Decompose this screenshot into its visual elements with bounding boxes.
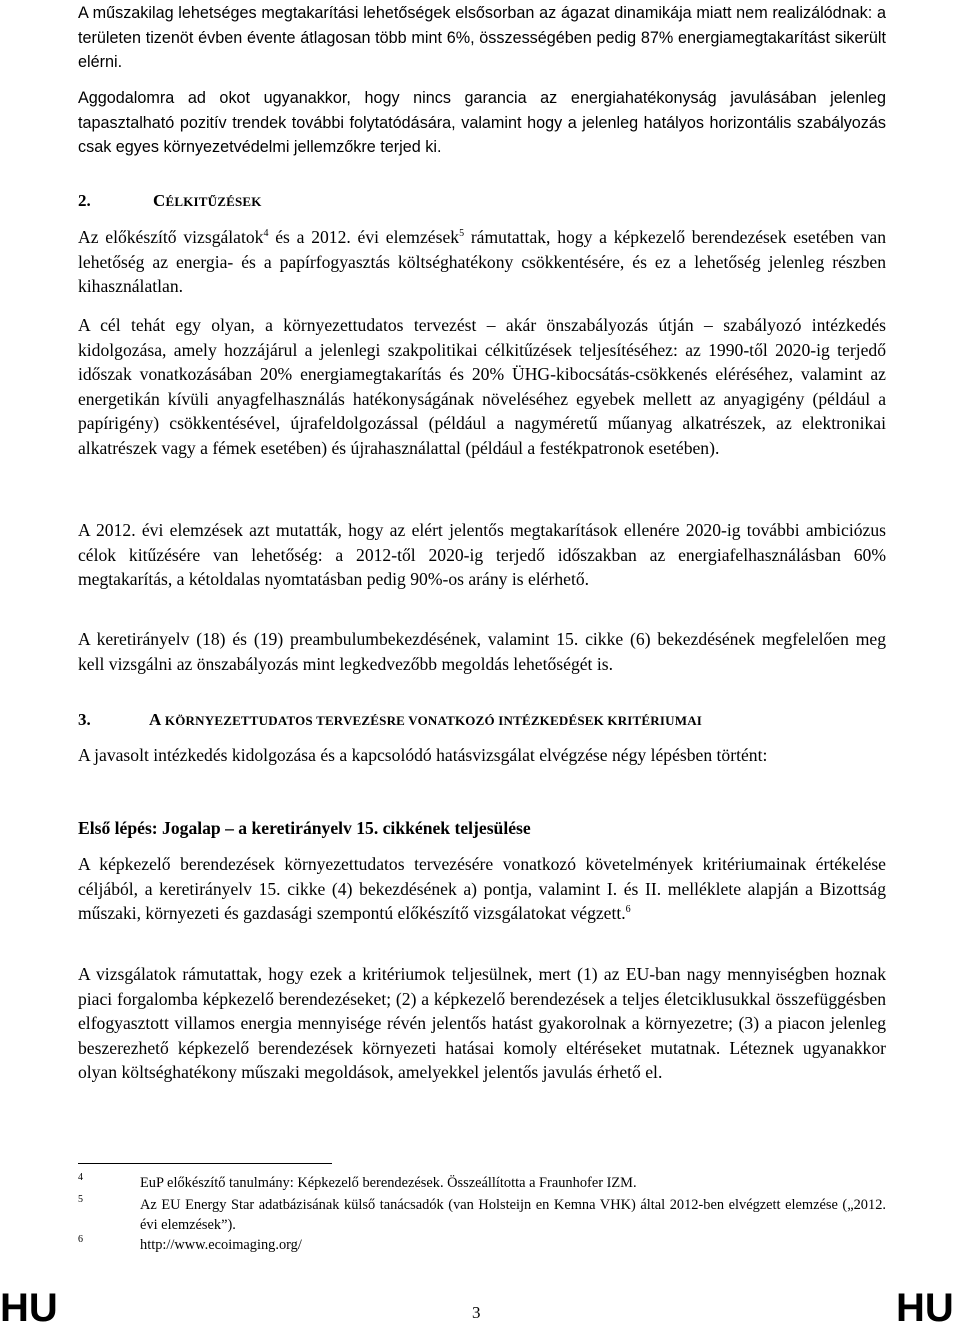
footer-language-right: HU — [896, 1286, 954, 1330]
step-1-heading: Első lépés: Jogalap – a keretirányelv 15. cikkének teljesülése — [78, 818, 531, 838]
footnote-ref-4[interactable]: 4 — [263, 228, 269, 240]
section-2-number: 2. — [78, 191, 91, 210]
footnote-4-text: EuP előkészítő tanulmány: Képkezelő berendezések. Összeállította a Fraunhofer IZM. — [140, 1175, 637, 1191]
footnote-6-text[interactable]: http://www.ecoimaging.org/ — [140, 1237, 302, 1253]
section-3-title-rest: KÖRNYEZETTUDATOS TERVEZÉSRE VONATKOZÓ INTÉZKEDÉSEK KRITÉRIUMAI — [161, 713, 703, 728]
paragraph-concern: Aggodalomra ad okot ugyanakkor, hogy nincs garancia az energiahatékonyság javulásában jelenleg tapasztalható pozitív trendek további folytatódására, valamint hogy a jelenleg hatályos horizontális szabályozás csak egyes környezetvédelmi jellemzőkre terjed ki. — [78, 89, 886, 156]
paragraph-preparatory-studies — [78, 225, 886, 299]
criteria-text: A képkezelő berendezések környezettudatos tervezésére vonatkozó követelmények kritériumainak értékelése céljából, a keretirányelv 15. cikke (4) bekezdésének a) pontja, valamint I. és II. melléklete alapján a Bizottság műszaki, környezeti és gazdasági szempontú előkészítő vizsgálatokat végzett. — [78, 854, 886, 923]
page-number: 3 — [472, 1303, 481, 1322]
prep-text-2: és a 2012. évi elemzések — [268, 227, 460, 247]
footnote-ref-6[interactable]: 6 — [625, 904, 631, 916]
prep-text-1: Az előkészítő vizsgálatok — [78, 227, 264, 247]
footnote-separator — [78, 1163, 332, 1164]
paragraph-criteria-evaluation — [78, 852, 886, 926]
footnote-4-number: 4 — [78, 1172, 83, 1183]
paragraph-2012-analysis: A 2012. évi elemzések azt mutatták, hogy az elért jelentős megtakarítások ellenére 2020-ig további ambiciózus célok kitűzésére van lehetőség: a 2012-től 2020-ig terjedő időszakban az energiafelhasználásban 60% megtakarítás, a kétoldalas nyomtatásban pedig 90%-os arány is elérhető. — [78, 520, 886, 589]
paragraph-savings: A műszakilag lehetséges megtakarítási lehetőségek elsősorban az ágazat dinamikája miatt nem realizálódnak: a területen tizenöt évben évente átlagosan több mint 6%, összességében pedig 87% energiamegtakarítást sikerült elérni. — [78, 4, 886, 71]
footnote-5-number: 5 — [78, 1194, 83, 1205]
paragraph-framework-directive: A keretirányelv (18) és (19) preambulumbekezdésének, valamint 15. cikke (6) bekezdésének megfelelően meg kell vizsgálni az önszabályozás mint legkedvezőbb megoldás lehetőségét is. — [78, 629, 886, 674]
section-3-title-first: A — [149, 710, 162, 729]
footnote-5-text: Az EU Energy Star adatbázisának külső tanácsadók (van Holsteijn en Kemna VHK) által 2012-ben elvégzett elemzése („2012. évi elemzések”). — [140, 1197, 886, 1233]
footnote-ref-5[interactable]: 5 — [459, 228, 465, 240]
paragraph-four-steps: A javasolt intézkedés kidolgozása és a kapcsolódó hatásvizsgálat elvégzése négy lépésben történt: — [78, 745, 768, 765]
section-2-title-rest: ÉLKITŰZÉSEK — [165, 194, 262, 209]
paragraph-criteria-met: A vizsgálatok rámutattak, hogy ezek a kritériumok teljesülnek, mert (1) az EU-ban nagy mennyiségben hoznak piaci forgalomba képkezelő berendezéseket; (2) a képkezelő berendezések a teljes életciklusukkal összefüggésben elfogyasztott villamos energia mennyisége révén jelentős hatást gyakorolnak a környezetre; (3) a piacon jelenleg beszerezhető képkezelő berendezések környezeti hatásai komoly eltéréseket mutatnak. Léteznek ugyanakkor olyan költséghatékony műszaki megoldások, amelyekkel jelentős javulás érhető el. — [78, 964, 886, 1082]
section-3-title — [149, 710, 702, 730]
prep-text-3: rámutattak, hogy a képkezelő berendezések esetében van lehetőség az energia- és a papírfogyasztás költséghatékony csökkentésére, és ez a lehetőség jelenleg részben kihasználatlan. — [78, 227, 886, 296]
footnote-6-number: 6 — [78, 1234, 83, 1245]
section-2-title-first: C — [153, 191, 166, 210]
section-3-number: 3. — [78, 710, 91, 729]
section-2-title — [153, 191, 262, 211]
paragraph-goal: A cél tehát egy olyan, a környezettudatos tervezést – akár önszabályozás útján – szabályozó intézkedés kidolgozása, amely hozzájárul a jelenlegi szakpolitikai célkitűzések teljesítéséhez: az 1990-től 2020-ig terjedő időszak vonatkozásában 20% energiamegtakarítás és 20% ÜHG-kibocsátás-csökkenés eléréséhez, valamint az energetikán kívüli anyagfelhasználás hatékonyságának növeléséhez egyebek mellett az anyagigény (például a papírigény) csökkentésével, újrafeldolgozással (például a nagyméretű műanyag alkatrészek, az elektronikai alkatrészek vagy a fémek esetében) és újrahasználattal (például a festékpatronok esetében). — [78, 315, 886, 458]
footer-language-left: HU — [0, 1286, 58, 1330]
